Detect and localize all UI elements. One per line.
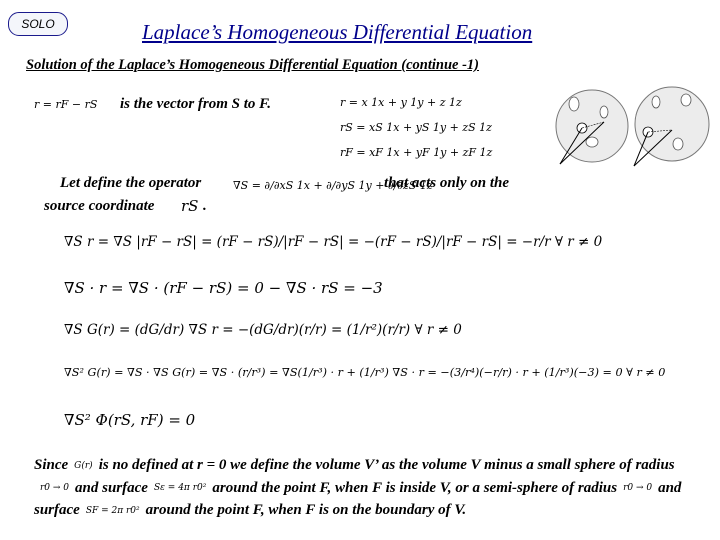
operator-text: Let define the operator xyxy=(60,175,202,191)
vector-formula: r = rF − rS xyxy=(34,98,98,111)
paragraph-text: around the point F, when F is on the boundary of V. xyxy=(145,502,467,519)
slide-subtitle: Solution of the Laplace’s Homogeneous Differential Equation (continue -1) xyxy=(26,57,480,73)
hole-shape xyxy=(652,96,660,108)
volume-diagram xyxy=(552,82,712,172)
paragraph-formula-surface: SF = 2π r0² xyxy=(85,505,140,516)
hole-shape xyxy=(569,97,579,111)
paragraph-formula-g: G(r) xyxy=(74,460,93,471)
paragraph-formula-r0: r0 → 0 xyxy=(40,483,70,494)
definition-paragraph xyxy=(34,454,706,522)
paragraph-formula-r0: r0 → 0 xyxy=(623,483,653,494)
paragraph-formula-surface: Sε = 4π r0² xyxy=(153,483,207,494)
paragraph-text: and surface xyxy=(75,479,148,496)
volume-sphere-left xyxy=(556,90,628,162)
hole-shape xyxy=(586,137,598,147)
vector-description: is the vector from S to F. xyxy=(120,96,271,112)
source-coordinate-text: source coordinate xyxy=(44,198,155,214)
coord-r: r = x 1x + y 1y + z 1z xyxy=(340,96,462,109)
paragraph-text: around the point F, when F is inside V, or a semi-sphere of radius xyxy=(212,479,618,496)
coord-rf: rF = xF 1x + yF 1y + zF 1z xyxy=(340,146,493,159)
hole-shape xyxy=(673,138,683,150)
volume-sphere-right xyxy=(635,87,709,161)
source-coordinate-period: . xyxy=(203,198,207,214)
logo-text: SOLO xyxy=(21,17,55,31)
equation-gradient-r: ∇S r = ∇S |rF − rS| = (rF − rS)/|rF − rS| = −(rF − rS)/|rF − rS| = −r/r ∀ r ≠ 0 xyxy=(64,234,603,250)
page-title: Laplace’s Homogeneous Differential Equation xyxy=(142,20,533,44)
coord-rs: rS = xS 1x + yS 1y + zS 1z xyxy=(340,121,492,134)
equation-divergence-r: ∇S · r = ∇S · (rF − rS) = 0 − ∇S · rS = −3 xyxy=(64,279,383,297)
paragraph-text: is no defined at r = 0 we define the volume V’ as the volume V minus a small sphere of radius xyxy=(98,457,675,473)
paragraph-text: Since xyxy=(34,457,69,473)
hole-shape xyxy=(681,94,691,106)
equation-laplacian-phi: ∇S² Φ(rS, rF) = 0 xyxy=(64,411,196,429)
operator-text-end: that acts only on the xyxy=(384,175,510,191)
paragraph-text: and surface xyxy=(34,479,682,519)
equation-gradient-g: ∇S G(r) = (dG/dr) ∇S r = −(dG/dr)(r/r) = (1/r²)(r/r) ∀ r ≠ 0 xyxy=(64,322,462,338)
equation-laplacian-g: ∇S² G(r) = ∇S · ∇S G(r) = ∇S · (r/r³) = ∇S(1/r³) · r + (1/r³) ∇S · r = −(3/r⁴)(−r/r) · r + (1/r³)(−3) = 0 ∀ r ≠ 0 xyxy=(64,366,666,379)
solo-logo xyxy=(8,12,68,36)
operator-formula: ∇S = ∂/∂xS 1x + ∂/∂yS 1y + ∂/∂zS 1z xyxy=(233,179,433,192)
source-coordinate-symbol: rS xyxy=(181,197,199,215)
hole-shape xyxy=(600,106,608,118)
